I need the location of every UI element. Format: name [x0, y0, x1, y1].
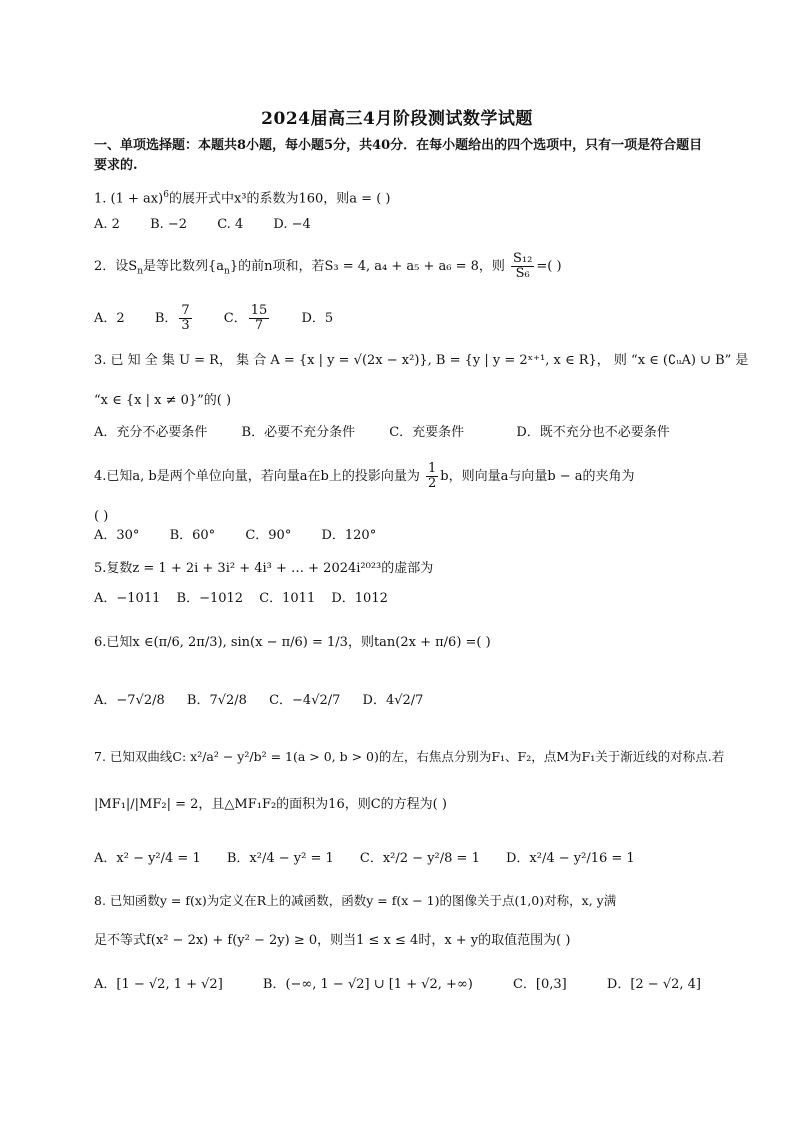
option-a: A．[1 − √2, 1 + √2] — [94, 977, 223, 992]
option-c: C．x²/2 − y²/8 = 1 — [359, 851, 480, 866]
section-heading: 一、单项选择题：本题共8小题，每小题5分，共40分．在每小题给出的四个选项中，只有一项是符合题目要求的. — [94, 138, 703, 173]
question-8-cont: 足不等式f(x² − 2x) + f(y² − 2y) ≥ 0，则当1 ≤ x ≤ 4时，x + y的取值范围为( ) — [94, 933, 571, 948]
question-4-options — [94, 527, 402, 545]
option-a: A．30° — [94, 528, 140, 543]
option-b: B. −2 — [150, 217, 188, 232]
option-c: C. 4 — [217, 217, 244, 232]
question-6: 6.已知x ∈(π/6, 2π/3), sin(x − π/6) = 1/3，则tan(2x + π/6) =( ) — [94, 635, 491, 650]
option-d: D．x²/4 − y²/16 = 1 — [505, 851, 635, 866]
option-b: B．必要不充分条件 — [241, 425, 356, 440]
option-a: A．充分不必要条件 — [94, 425, 208, 440]
question-2-options — [94, 304, 359, 333]
option-d: D．120° — [321, 528, 377, 543]
question-5-options — [94, 590, 414, 608]
question-2: 2．设$S_n$是等比数列$\{a_n\}$的前n项和，若S₃ = 4, a₄ + a₅ + a₆ = 8，则 $\frac{\text{S₁₂}}{\text{S₆}}$ =( ) — [94, 251, 562, 281]
question-7-options — [94, 850, 661, 868]
fraction-s12-s6: $\frac{\text{S₁₂}}{\text{S₆}}$ — [513, 251, 533, 281]
question-3: 3. 已 知 全 集 U = R， 集 合 A = {x | y = √(2x − x²)}, B = {y | y = 2ˣ⁺¹, x ∈ R}， 则 “x ∈ (∁ᵤA) ∪ B” 是 — [94, 353, 749, 368]
option-a: A．−7√2/8 — [94, 693, 165, 708]
question-6-options — [94, 692, 449, 710]
option-c: C．充要条件 — [389, 425, 465, 440]
option-a: A．−1011 — [94, 591, 161, 606]
option-c: C． $\frac{15}{7}$ — [223, 303, 268, 333]
option-c: C．[0,3] — [512, 977, 567, 992]
option-c: C．1011 — [259, 591, 316, 606]
question-1: 1. (1 + ax)$^6$的展开式中x³的系数为160，则a = ( ) — [94, 190, 391, 207]
question-8: 8. 已知函数y = f(x)为定义在R上的减函数，函数y = f(x − 1)的图像关于点(1,0)对称，x, y满 — [94, 893, 617, 908]
fraction-one-half: $\frac{1}{2}$ — [427, 461, 437, 491]
question-1-options — [94, 216, 337, 234]
question-7-cont: |MF₁|/|MF₂| = 2，且△MF₁F₂的面积为16，则C的方程为( ) — [94, 797, 447, 812]
option-a: A. 2 — [94, 217, 120, 232]
question-7: 7. 已知双曲线C: x²/a² − y²/b² = 1(a > 0, b > 0)的左，右焦点分别为F₁、F₂，点M为F₁关于渐近线的对称点.若 — [94, 749, 725, 764]
question-3-cont: “x ∈ {x | x ≠ 0}”的( ) — [94, 393, 232, 408]
question-5: 5.复数z = 1 + 2i + 3i² + 4i³ + … + 2024i²⁰²³的虚部为 — [94, 561, 434, 576]
option-d: D．4√2/7 — [362, 693, 424, 708]
question-8-options — [94, 976, 727, 994]
option-a: A．x² − y²/4 = 1 — [94, 851, 201, 866]
option-d: D．1012 — [331, 591, 388, 606]
option-c: C．90° — [245, 528, 292, 543]
question-3-options — [94, 424, 696, 442]
option-d: D．[2 − √2, 4] — [606, 977, 701, 992]
option-b: B．(−∞, 1 − √2] ∪ [1 + √2, +∞) — [262, 977, 473, 992]
page-title: 2024届高三4月阶段测试数学试题 — [261, 109, 533, 129]
question-4: 4.已知a, b是两个单位向量，若向量a在b上的投影向量为 $\frac{1}{2}$ b，则向量a与向量b − a的夹角为 — [94, 461, 635, 491]
option-c: C．−4√2/7 — [269, 693, 341, 708]
option-b: B． $\frac{7}{3}$ — [154, 303, 190, 333]
option-d: D. −4 — [273, 217, 311, 232]
option-a: A．2 — [94, 311, 125, 326]
question-4-cont: ( ) — [94, 509, 109, 524]
option-b: B．60° — [169, 528, 216, 543]
option-d: D．既不充分也不必要条件 — [516, 425, 670, 440]
option-b: B．−1012 — [176, 591, 244, 606]
option-d: D．5 — [301, 311, 334, 326]
option-b: B．x²/4 − y² = 1 — [226, 851, 334, 866]
option-b: B．7√2/8 — [186, 693, 247, 708]
